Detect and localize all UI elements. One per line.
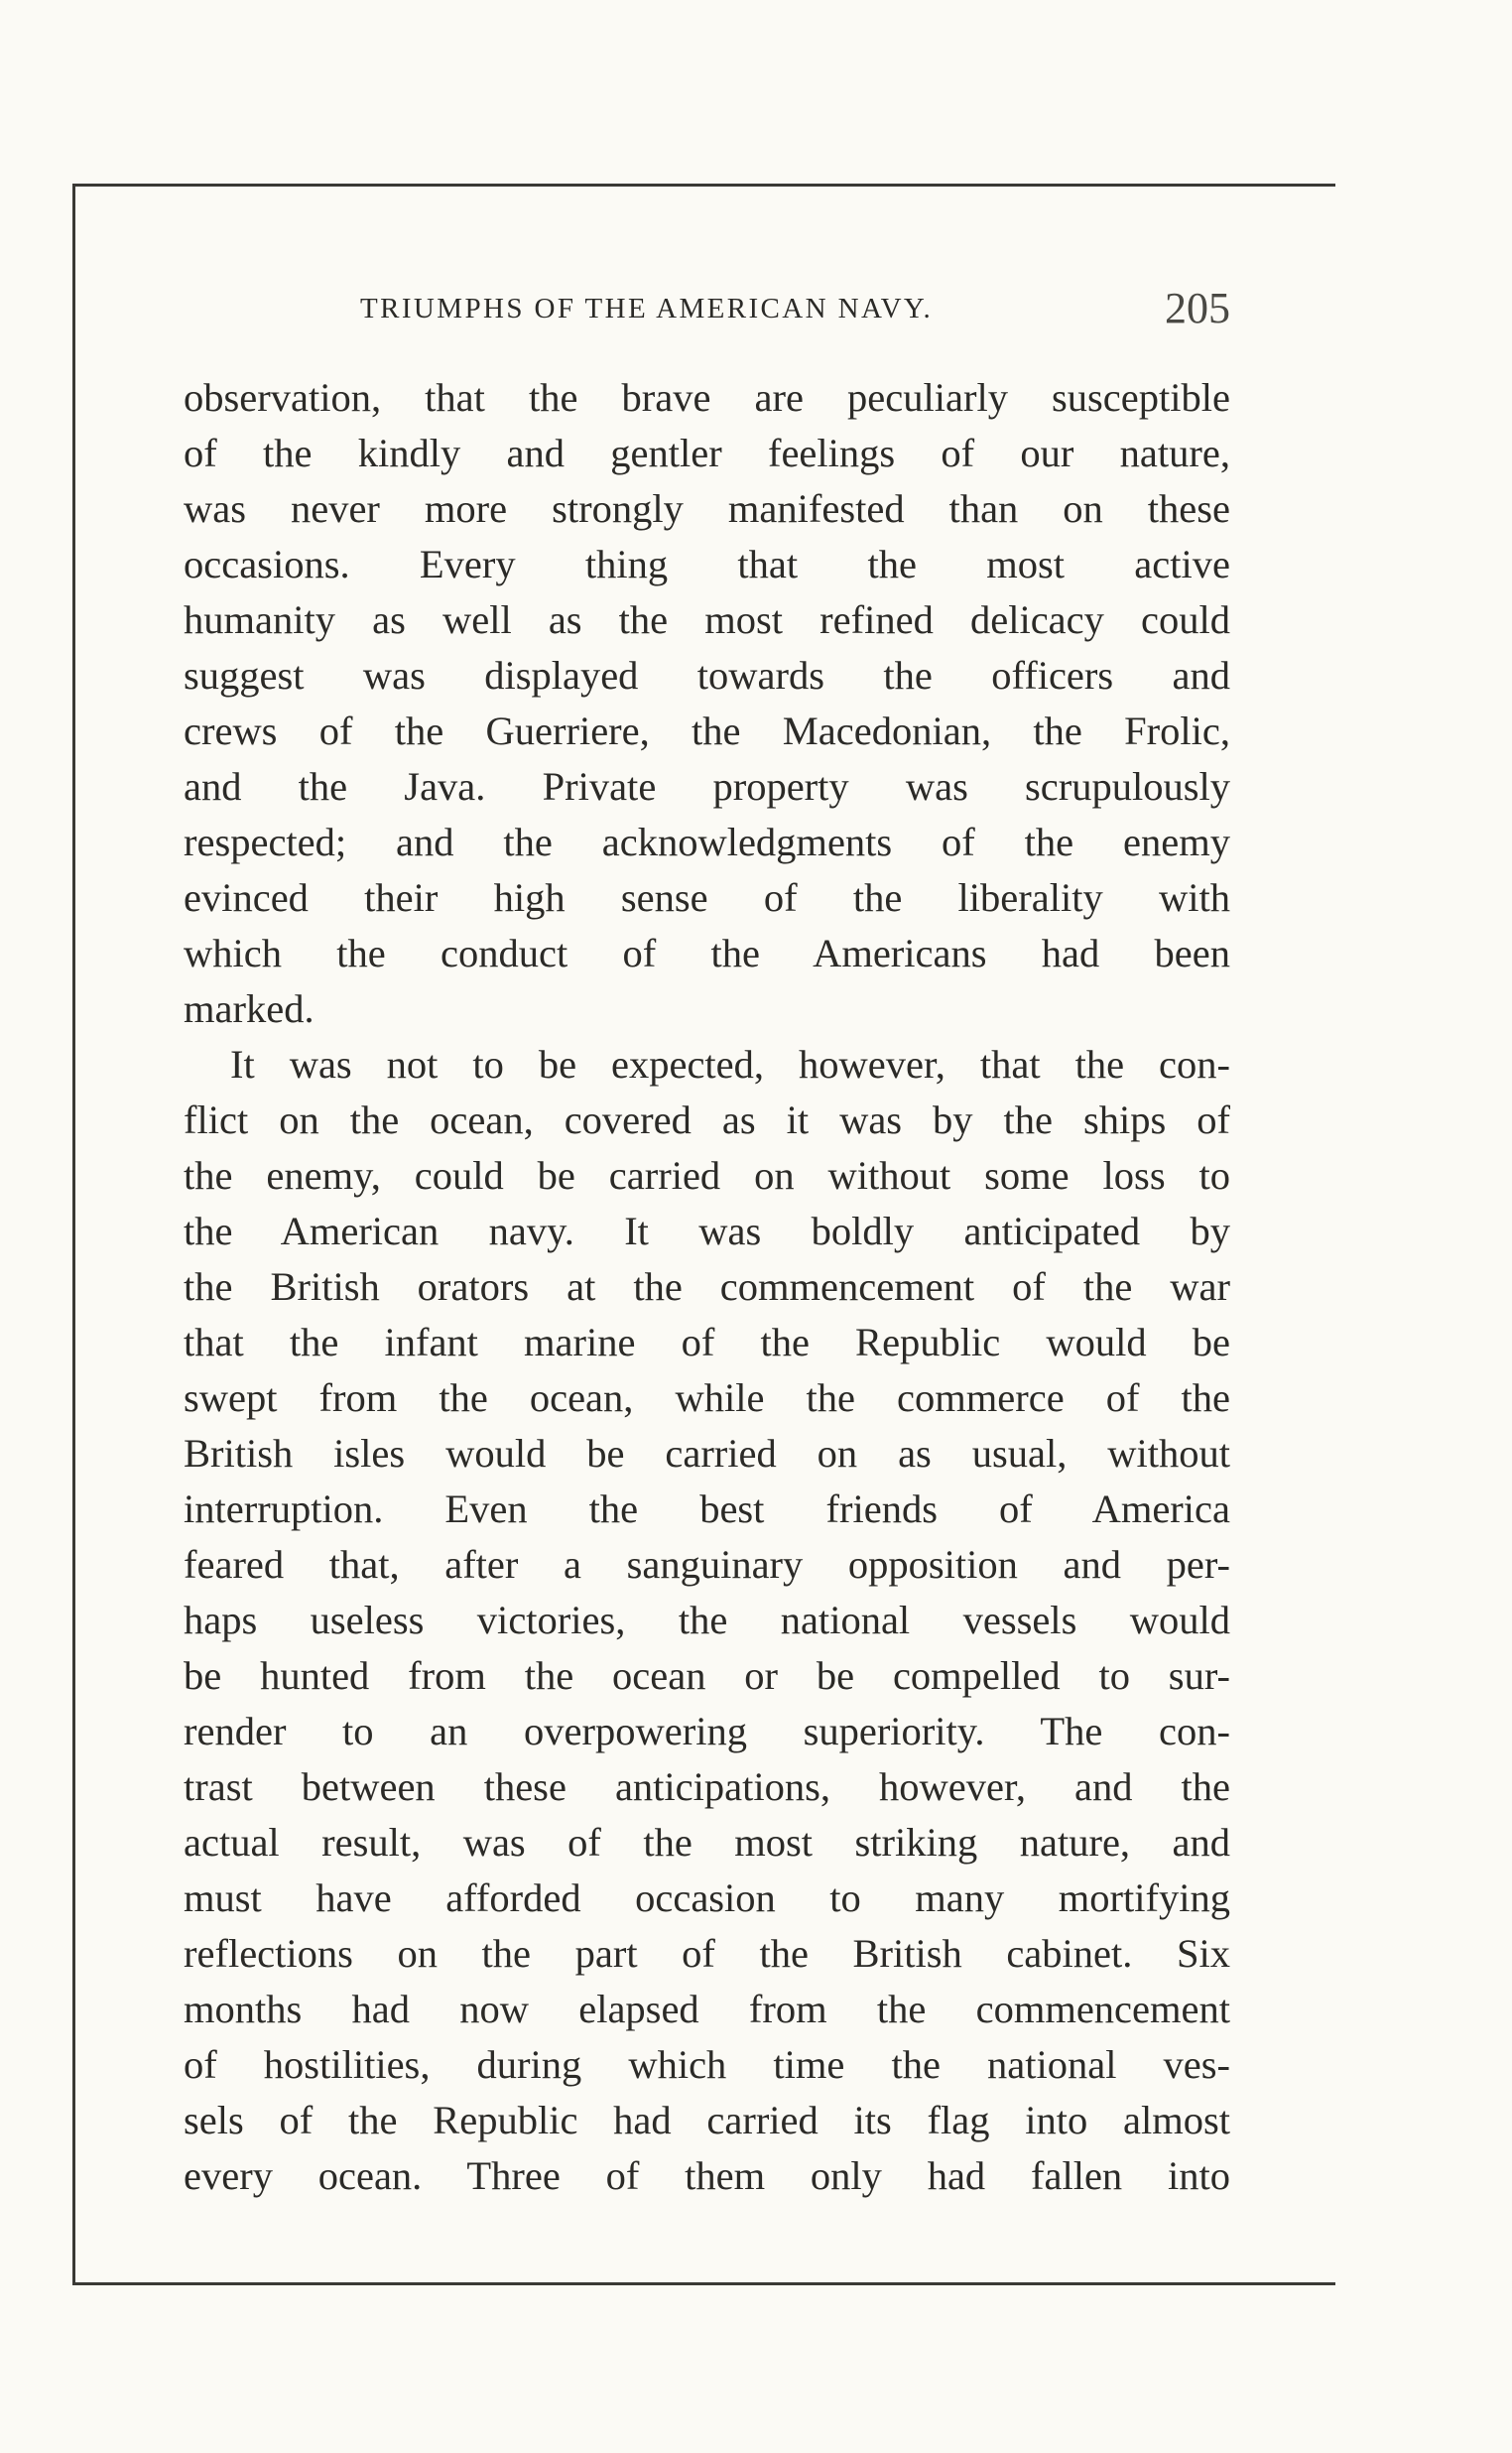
text-line: occasions. Every thing that the most active — [184, 542, 1230, 586]
text-line: suggest was displayed towards the officers and — [184, 653, 1230, 698]
text-line: months had now elapsed from the commencement — [184, 1987, 1230, 2031]
text-line: feared that, after a sanguinary opposition and per- — [184, 1542, 1230, 1587]
text-line: the enemy, could be carried on without some loss to — [184, 1153, 1230, 1198]
text-line: was never more strongly manifested than on these — [184, 486, 1230, 531]
text-line: sels of the Republic had carried its flag into almost — [184, 2098, 1230, 2142]
text-line: must have afforded occasion to many mortifying — [184, 1875, 1230, 1920]
text-line: flict on the ocean, covered as it was by the ships of — [184, 1097, 1230, 1142]
text-line: crews of the Guerriere, the Macedonian, the Frolic, — [184, 709, 1230, 753]
text-line: of the kindly and gentler feelings of our nature, — [184, 431, 1230, 475]
text-line: trast between these anticipations, however, and the — [184, 1764, 1230, 1809]
text-line: observation, that the brave are peculiarly susceptible — [184, 375, 1230, 420]
body-text — [184, 370, 1230, 2204]
text-line: the British orators at the commencement of the war — [184, 1264, 1230, 1309]
text-line: that the infant marine of the Republic would be — [184, 1320, 1230, 1364]
text-line: evinced their high sense of the liberality with — [184, 875, 1230, 920]
text-line: actual result, was of the most striking nature, and — [184, 1820, 1230, 1865]
text-line: and the Java. Private property was scrupulously — [184, 764, 1230, 809]
running-head — [184, 283, 1230, 342]
text-line: swept from the ocean, while the commerce of the — [184, 1375, 1230, 1420]
running-title: TRIUMPHS OF THE AMERICAN NAVY. — [360, 293, 934, 324]
text-line: humanity as well as the most refined delicacy could — [184, 597, 1230, 642]
paragraph-2 — [184, 1037, 1230, 2204]
text-line: marked. — [184, 986, 315, 1031]
text-line: interruption. Even the best friends of America — [184, 1486, 1230, 1531]
text-line: render to an overpowering superiority. The con- — [184, 1709, 1230, 1753]
text-line: of hostilities, during which time the national ves- — [184, 2042, 1230, 2087]
text-line: British isles would be carried on as usual, without — [184, 1431, 1230, 1476]
text-line: which the conduct of the Americans had been — [184, 931, 1230, 975]
text-line: the American navy. It was boldly anticipated by — [184, 1209, 1230, 1253]
page-number: 205 — [1165, 284, 1230, 332]
text-line: haps useless victories, the national vessels would — [184, 1598, 1230, 1642]
text-line: every ocean. Three of them only had fallen into — [184, 2153, 1230, 2198]
text-line: reflections on the part of the British cabinet. Six — [184, 1931, 1230, 1976]
text-line: be hunted from the ocean or be compelled to sur- — [184, 1653, 1230, 1698]
paragraph-1 — [184, 370, 1230, 1037]
text-line: It was not to be expected, however, that the con- — [230, 1042, 1230, 1087]
text-line: respected; and the acknowledgments of the enemy — [184, 820, 1230, 864]
